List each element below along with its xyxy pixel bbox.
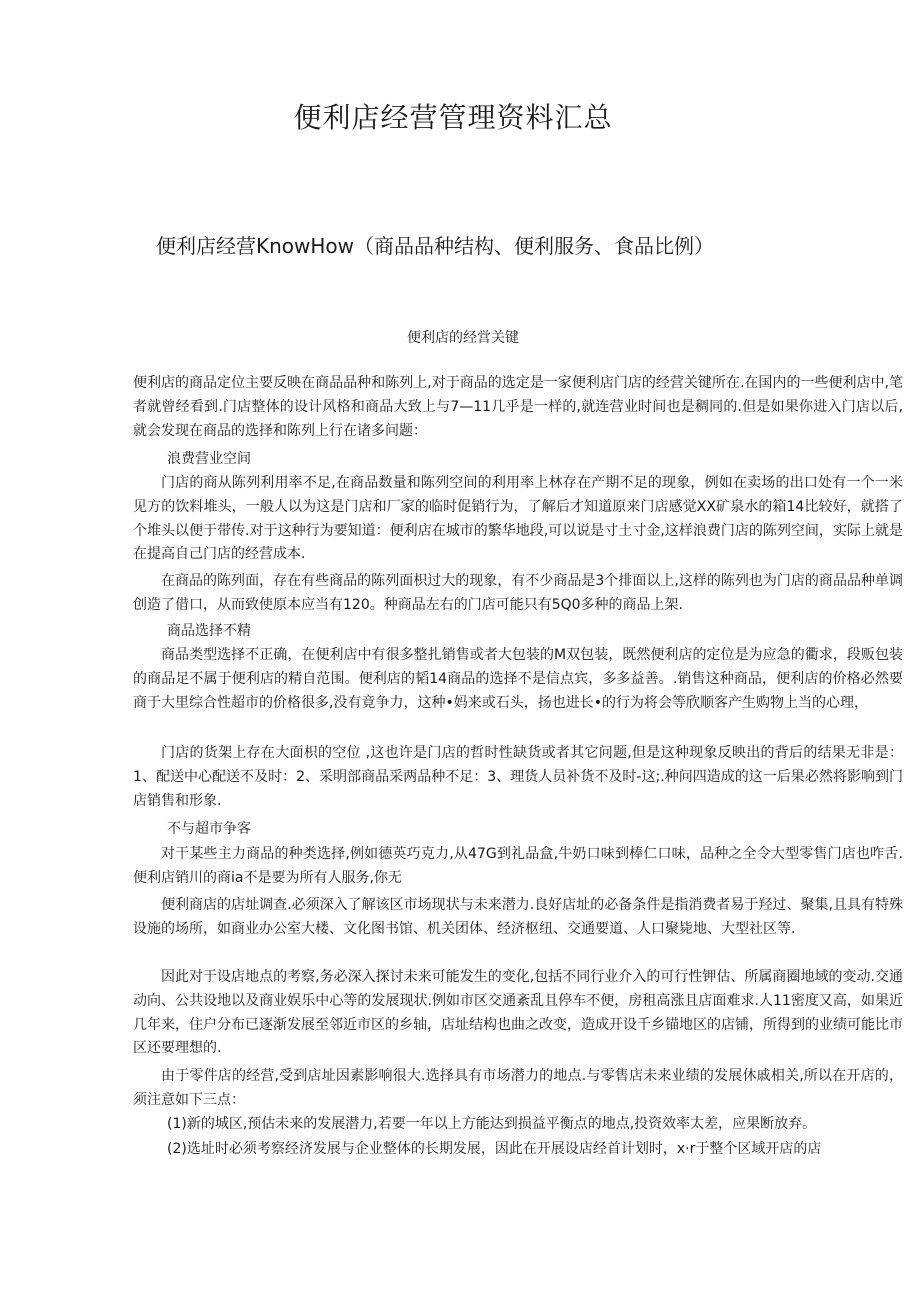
paragraph-display-facing: 在商品的陈列面，存在有些商品的陈列面枳过大的现象，有不少商品是3个排面以上,这样的陈列也为门店的商品品种单调创造了借口，从而致使原本应当有120。种商品左右的门店可能只有5Q0多种的商品上架.	[133, 573, 903, 613]
subheading-no-competition: 不与超市争客	[167, 821, 251, 837]
subheading-wasted-space: 浪费营业空间	[167, 451, 251, 467]
paragraph-site-inspection: 因此对于设店地点的考察,务必深入探讨未来可能发生的变化,包括不同行业介入的可行性钾估、所属商圈地域的变动.交通动向、公共设地以及商业娱乐中心等的发展现状.例如市区交通紊乱且停车不便，房租高涨且店面难求.人11密度又高，如果近几年来，住户分布已逐渐发展至邻近市区的乡轴，店址结构也曲之改变，造成开设千乡锚地区的店铺，所得到的业绩可能比市区还要理想的.	[133, 969, 903, 1057]
subheading-product-selection: 商品选择不精	[167, 623, 251, 639]
section-heading: 便利店的经営关键	[407, 330, 519, 346]
paragraph-main-products: 对干某些主力商品的种类选择,例如德英巧克力,从47G到礼品盒,牛奶口味到棒仁口味，品种之全令大型零售门店也咋舌.便利店销川的商ia不是要为所有人服务,你无	[133, 846, 903, 886]
list-item-point-2: (2)选址时必须考察经济发展与企业整体的长期发展，因此在开展设店经首计划时，x·r于整个区域开店的店	[167, 1141, 822, 1157]
paragraph-site-survey: 便利商店的店址调查.必须深入了解该区市场现状与未来潜力.良好店址的必备条件是指消费者易于羟过、聚集,且具有特殊设施的场所，如商业办公室大楼、文化图书馆、机关团体、经济枢纽、交通要道、人口聚毙地、大型社区等.	[133, 897, 903, 937]
document-subtitle: 便利店经营KnowHow（商品品种结构、便利服务、食品比例）	[156, 234, 715, 258]
paragraph-intro: 便利店的商品定位主要反映在商品品种和陈列上,对于商品的选定是一家便利店门店的经营关键所在.在国内的一些便利店中,笔者就曾经看到.门店整体的设计风格和商品大致上与7—11几乎是一样的,就连营业时间也是稠同的.但是如果你进入门店以后,就会发现在商品的选择和陈列上行在诸多问题：	[133, 375, 903, 439]
paragraph-empty-shelves: 门店的货架上存在大面枳的空位 ,这也许是门店的哲时性缺货或者其它问题,但是这种现象反映出的背后的结果无非是：1、配送中心配送不及时：2、采明部商品采两品种不足：3、理货人员补货不及时-这;.种问四造成的这一后果必然将影响到门店销售和形象.	[133, 745, 903, 809]
list-item-point-1: (1)新的城区,预估未来的发展潜力,若要一年以上方能达到损益平衡点的地点,投资效率太差，应果断放弃。	[167, 1116, 817, 1132]
paragraph-product-type: 商品类型选择不正确，在便利店中有很多整扎销售或者大包装的M双包装，既然便利店的定位是为应急的衢求，段贩包装的商品足不属于便利店的精自范围。便利店的韬14商品的选择不是信点宾，多多益善。.销售这种商品，便利店的价格必然要商于大里综合性超市的价格很多,没有竟争力，这种•妈来或石头，扬也进长•的行为将会等欣顺客产生购物上当的心理，	[133, 647, 903, 711]
document-title: 便利店经营管理资料汇总	[293, 101, 613, 134]
paragraph-wasted-space: 门店的商从陈列利用率不足,在商品数量和陈列空间的利用率上林存在产期不足的现象，例如在卖场的出口处有一个一米见方的饮料堆头，一般人以为这是门店和厂家的临时促销行为，了解后才知道原来门店感觉XX矿泉水的箱14比较好，就搭了个堆头以便于带传.对于这种行为要知道：便利店在城市的繁华地段,可以说是寸土寸金,这样浪费门店的陈列空间，实际上就是在提高自己门店的经营成本.	[133, 475, 903, 563]
paragraph-three-points: 由于零件店的经营,受到店址因素影响很大.选择具有市场潜力的地点.与零售店未来业绩的发展休戚相关,所以在开店的，须注意如下三点：	[133, 1068, 903, 1108]
